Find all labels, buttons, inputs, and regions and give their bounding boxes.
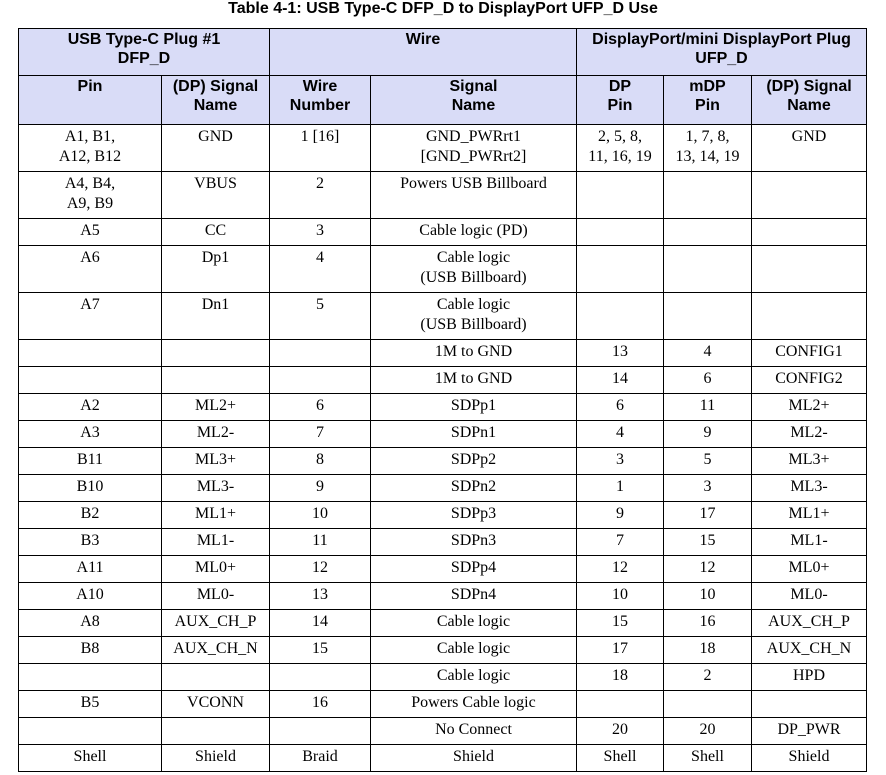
pin-cell	[19, 718, 162, 745]
usb-signal-cell	[162, 367, 270, 394]
wire-number-cell	[270, 664, 371, 691]
pin-cell: Shell	[19, 745, 162, 772]
dp-signal-cell: CONFIG1	[752, 340, 867, 367]
dp-pin-cell: 10	[577, 583, 664, 610]
dp-signal-cell	[752, 691, 867, 718]
signal-name-cell: Shield	[371, 745, 577, 772]
mdp-pin-cell: 15	[664, 529, 752, 556]
signal-name-cell: Powers Cable logic	[371, 691, 577, 718]
mdp-pin-cell: 11	[664, 394, 752, 421]
wire-number-cell: 12	[270, 556, 371, 583]
usb-signal-cell: CC	[162, 219, 270, 246]
dp-signal-cell: AUX_CH_P	[752, 610, 867, 637]
dp-pin-cell	[577, 246, 664, 293]
wire-number-cell: 2	[270, 172, 371, 219]
pin-cell: B8	[19, 637, 162, 664]
pin-cell: A11	[19, 556, 162, 583]
pin-cell: A7	[19, 293, 162, 340]
table-row	[19, 219, 867, 246]
wire-number-cell: 10	[270, 502, 371, 529]
dp-signal-cell: ML2+	[752, 394, 867, 421]
pin-cell: B2	[19, 502, 162, 529]
dp-signal-cell: HPD	[752, 664, 867, 691]
dp-pin-cell: 7	[577, 529, 664, 556]
mdp-pin-cell	[664, 219, 752, 246]
signal-name-cell: SDPp1	[371, 394, 577, 421]
table-row	[19, 448, 867, 475]
wire-number-cell: 16	[270, 691, 371, 718]
signal-name-cell: Cable logic (PD)	[371, 219, 577, 246]
wire-number-cell: 14	[270, 610, 371, 637]
table-row	[19, 172, 867, 219]
signal-name-cell: SDPn1	[371, 421, 577, 448]
usb-signal-cell: GND	[162, 125, 270, 172]
mdp-pin-cell: 5	[664, 448, 752, 475]
dp-pin-cell: 13	[577, 340, 664, 367]
pin-cell	[19, 664, 162, 691]
dp-signal-cell: ML0+	[752, 556, 867, 583]
dp-signal-cell: ML3-	[752, 475, 867, 502]
table-row	[19, 637, 867, 664]
pin-cell: B11	[19, 448, 162, 475]
pin-cell	[19, 340, 162, 367]
wire-number-cell: 7	[270, 421, 371, 448]
pin-cell: B3	[19, 529, 162, 556]
pin-cell: A2	[19, 394, 162, 421]
signal-name-cell: Cable logic	[371, 610, 577, 637]
signal-name-cell: 1M to GND	[371, 367, 577, 394]
dp-pin-cell: 2, 5, 8, 11, 16, 19	[577, 125, 664, 172]
signal-name-cell: Cable logic	[371, 637, 577, 664]
dp-group-header: DisplayPort/mini DisplayPort Plug UFP_D	[577, 29, 867, 76]
pin-cell: A8	[19, 610, 162, 637]
wire-number-cell: 11	[270, 529, 371, 556]
table-row	[19, 502, 867, 529]
mdp-pin-cell	[664, 172, 752, 219]
mdp-pin-cell: 10	[664, 583, 752, 610]
mdp-pin-cell: 3	[664, 475, 752, 502]
dp-signal-cell: ML1+	[752, 502, 867, 529]
dp-signal-cell: CONFIG2	[752, 367, 867, 394]
pin-cell: A10	[19, 583, 162, 610]
dp-pin-cell: 18	[577, 664, 664, 691]
dp-signal-cell: ML0-	[752, 583, 867, 610]
dp-signal-cell: ML3+	[752, 448, 867, 475]
signal-name-cell: Cable logic (USB Billboard)	[371, 246, 577, 293]
wire-number-cell: 13	[270, 583, 371, 610]
wire-number-cell: 5	[270, 293, 371, 340]
table-body	[19, 125, 867, 772]
dp-pin-cell: 20	[577, 718, 664, 745]
dp-pin-cell: Shell	[577, 745, 664, 772]
signal-name-cell: Cable logic (USB Billboard)	[371, 293, 577, 340]
table-row	[19, 421, 867, 448]
usb-signal-cell: ML2-	[162, 421, 270, 448]
pin-cell: A4, B4, A9, B9	[19, 172, 162, 219]
mdp-pin-cell: 6	[664, 367, 752, 394]
wire-number-cell: 1 [16]	[270, 125, 371, 172]
dp-signal-cell: DP_PWR	[752, 718, 867, 745]
signal-name-cell: SDPp3	[371, 502, 577, 529]
usb-signal-cell: Dn1	[162, 293, 270, 340]
table-row	[19, 583, 867, 610]
mdp-pin-cell: 4	[664, 340, 752, 367]
wire-number-cell: Braid	[270, 745, 371, 772]
usb-signal-cell: VCONN	[162, 691, 270, 718]
signal-name-cell: 1M to GND	[371, 340, 577, 367]
pin-cell: A6	[19, 246, 162, 293]
usb-signal-cell: VBUS	[162, 172, 270, 219]
signal-name-cell: SDPn2	[371, 475, 577, 502]
dp-pin-cell	[577, 172, 664, 219]
dp-signal-cell: AUX_CH_N	[752, 637, 867, 664]
wire-number-cell	[270, 340, 371, 367]
dp-signal-cell	[752, 219, 867, 246]
wire-group-header: Wire	[270, 29, 577, 76]
table-row	[19, 556, 867, 583]
mdp-pin-cell: 9	[664, 421, 752, 448]
table-row	[19, 718, 867, 745]
dp-pin-cell: 1	[577, 475, 664, 502]
dp-signal-cell: GND	[752, 125, 867, 172]
dp-signal-cell: Shield	[752, 745, 867, 772]
dp-signal-cell	[752, 172, 867, 219]
dp-pin-cell: 17	[577, 637, 664, 664]
dp-signal-header: (DP) Signal Name	[752, 76, 867, 125]
usb-signal-cell	[162, 718, 270, 745]
signal-name-cell: Powers USB Billboard	[371, 172, 577, 219]
usb-signal-cell: ML1-	[162, 529, 270, 556]
dp-pin-cell: 3	[577, 448, 664, 475]
mdp-pin-cell: 16	[664, 610, 752, 637]
dp-pin-cell: 15	[577, 610, 664, 637]
table-row	[19, 293, 867, 340]
usb-signal-cell: ML2+	[162, 394, 270, 421]
dp-pin-cell: 4	[577, 421, 664, 448]
signal-name-cell: SDPn3	[371, 529, 577, 556]
signal-name-cell: SDPp4	[371, 556, 577, 583]
pin-cell: A5	[19, 219, 162, 246]
usb-signal-cell: ML1+	[162, 502, 270, 529]
usb-signal-cell: Shield	[162, 745, 270, 772]
mdp-pin-cell: 12	[664, 556, 752, 583]
table-row	[19, 340, 867, 367]
dp-signal-cell: ML1-	[752, 529, 867, 556]
usb-signal-cell: ML3-	[162, 475, 270, 502]
usb-signal-cell	[162, 340, 270, 367]
table-caption: Table 4-1: USB Type-C DFP_D to DisplayPort UFP_D Use	[228, 0, 658, 17]
table-row	[19, 367, 867, 394]
mdp-pin-cell	[664, 691, 752, 718]
table-row	[19, 610, 867, 637]
dp-pin-cell: 14	[577, 367, 664, 394]
table-row	[19, 664, 867, 691]
wire-number-header: Wire Number	[270, 76, 371, 125]
pin-mapping-table	[18, 28, 867, 772]
dp-signal-cell	[752, 293, 867, 340]
usb-signal-cell: ML0+	[162, 556, 270, 583]
pin-cell	[19, 367, 162, 394]
usb-signal-cell: ML0-	[162, 583, 270, 610]
mdp-pin-cell: 2	[664, 664, 752, 691]
table-row	[19, 246, 867, 293]
usb-signal-cell: AUX_CH_N	[162, 637, 270, 664]
wire-number-cell: 8	[270, 448, 371, 475]
usb-signal-cell: AUX_CH_P	[162, 610, 270, 637]
mdp-pin-cell: Shell	[664, 745, 752, 772]
pin-cell: A1, B1, A12, B12	[19, 125, 162, 172]
dp-pin-cell	[577, 293, 664, 340]
mdp-pin-cell	[664, 293, 752, 340]
pin-cell: A3	[19, 421, 162, 448]
dp-pin-cell: 6	[577, 394, 664, 421]
table-row	[19, 691, 867, 718]
usb-group-header: USB Type-C Plug #1 DFP_D	[19, 29, 270, 76]
dp-pin-cell	[577, 219, 664, 246]
mdp-pin-cell: 17	[664, 502, 752, 529]
table-row	[19, 394, 867, 421]
table-row	[19, 529, 867, 556]
wire-number-cell: 9	[270, 475, 371, 502]
mdp-pin-cell: 20	[664, 718, 752, 745]
dp-pin-cell	[577, 691, 664, 718]
mdp-pin-cell: 1, 7, 8, 13, 14, 19	[664, 125, 752, 172]
table-row	[19, 125, 867, 172]
signal-name-cell: Cable logic	[371, 664, 577, 691]
wire-number-cell: 3	[270, 219, 371, 246]
mdp-pin-cell: 18	[664, 637, 752, 664]
usb-signal-header: (DP) Signal Name	[162, 76, 270, 125]
table-row	[19, 475, 867, 502]
signal-name-cell: No Connect	[371, 718, 577, 745]
mdp-pin-header: mDP Pin	[664, 76, 752, 125]
usb-signal-cell	[162, 664, 270, 691]
dp-signal-cell	[752, 246, 867, 293]
pin-header: Pin	[19, 76, 162, 125]
signal-name-cell: GND_PWRrt1 [GND_PWRrt2]	[371, 125, 577, 172]
dp-pin-header: DP Pin	[577, 76, 664, 125]
wire-number-cell: 15	[270, 637, 371, 664]
wire-number-cell	[270, 718, 371, 745]
wire-number-cell: 4	[270, 246, 371, 293]
dp-pin-cell: 12	[577, 556, 664, 583]
usb-signal-cell: Dp1	[162, 246, 270, 293]
wire-number-cell	[270, 367, 371, 394]
mdp-pin-cell	[664, 246, 752, 293]
pin-cell: B5	[19, 691, 162, 718]
usb-signal-cell: ML3+	[162, 448, 270, 475]
dp-pin-cell: 9	[577, 502, 664, 529]
dp-signal-cell: ML2-	[752, 421, 867, 448]
signal-name-cell: SDPn4	[371, 583, 577, 610]
signal-name-header: Signal Name	[371, 76, 577, 125]
table-row	[19, 745, 867, 772]
pin-cell: B10	[19, 475, 162, 502]
wire-number-cell: 6	[270, 394, 371, 421]
signal-name-cell: SDPp2	[371, 448, 577, 475]
